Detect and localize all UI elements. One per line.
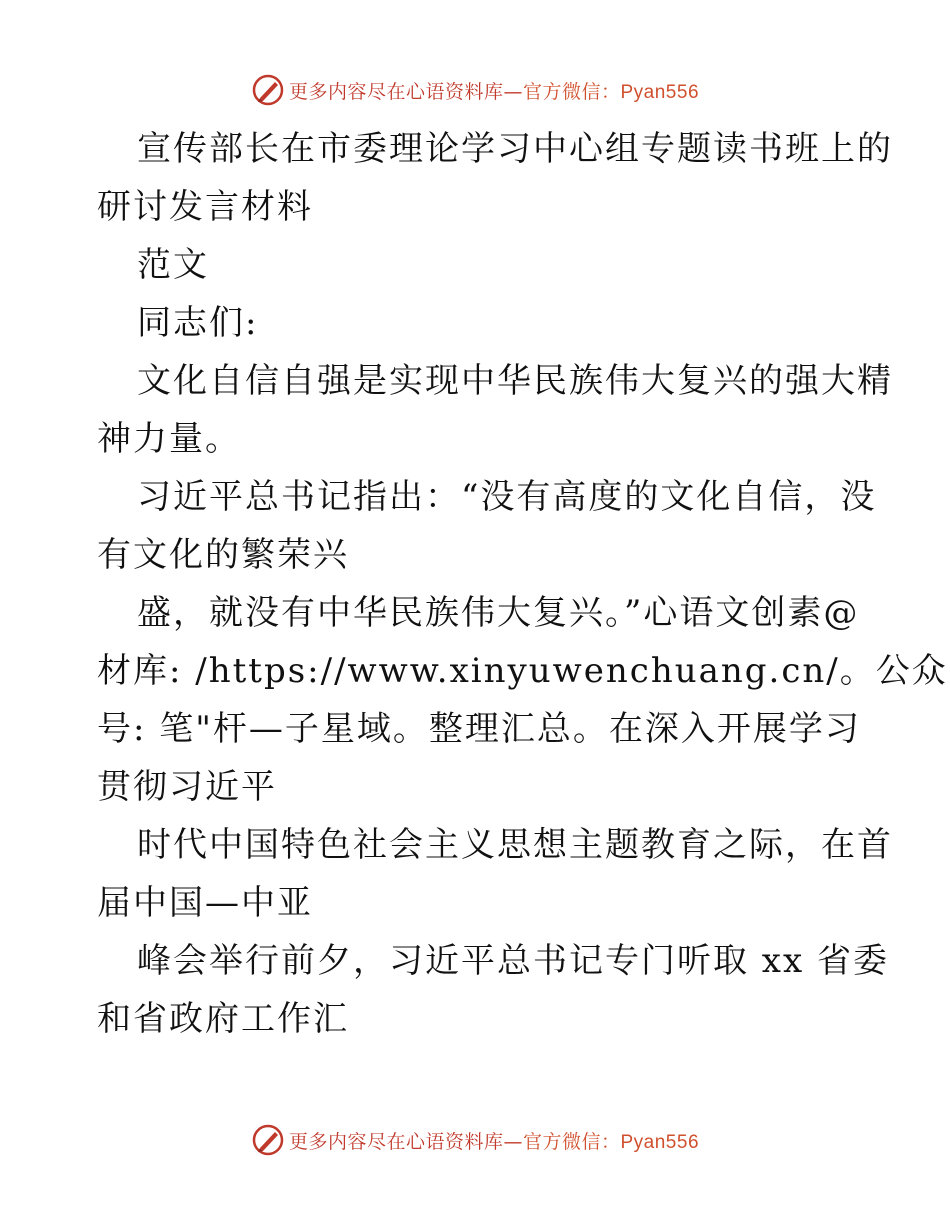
banner-dash: — xyxy=(503,80,523,103)
paragraph-line: 有文化的繁荣兴 xyxy=(97,535,349,575)
banner-wechat-label: 官方微信： xyxy=(522,1130,621,1153)
paragraph-line: 文化自信自强是实现中华民族伟大复兴的强大精 xyxy=(137,361,893,401)
banner-text xyxy=(289,77,699,104)
header-banner xyxy=(0,70,950,110)
banner-main-text: 更多内容尽在心语资料库 xyxy=(288,80,504,103)
title-line-2: 研讨发言材料 xyxy=(97,187,313,227)
banner-text xyxy=(289,1127,699,1154)
pen-logo-icon xyxy=(251,73,285,107)
banner-main-text: 更多内容尽在心语资料库 xyxy=(288,1130,504,1153)
paragraph-line: 峰会举行前夕，习近平总书记专门听取 xx 省委 xyxy=(137,941,889,981)
paragraph-line: 贯彻习近平 xyxy=(97,767,277,807)
pen-logo-icon xyxy=(251,1123,285,1157)
banner-account: Pyan556 xyxy=(620,1131,700,1153)
paragraph-line: 习近平总书记指出：“没有高度的文化自信，没 xyxy=(137,477,877,517)
banner-dash: — xyxy=(503,1130,523,1153)
title-line-1: 宣传部长在市委理论学习中心组专题读书班上的 xyxy=(137,129,893,169)
paragraph-line: 和省政府工作汇 xyxy=(97,999,349,1039)
footer-banner xyxy=(0,1120,950,1160)
paragraph-line: 届中国—中亚 xyxy=(97,883,313,923)
document-body xyxy=(97,120,948,1048)
paragraph-line-url: 材库: /https://www.xinyuwenchuang.cn/。公众 xyxy=(97,651,948,691)
paragraph-line: 盛，就没有中华民族伟大复兴。”心语文创素@ xyxy=(137,593,860,633)
salutation-line: 同志们: xyxy=(137,303,259,343)
banner-account: Pyan556 xyxy=(620,81,700,103)
paragraph-line: 时代中国特色社会主义思想主题教育之际，在首 xyxy=(137,825,893,865)
banner-wechat-label: 官方微信： xyxy=(522,80,621,103)
paragraph-line: 号: 笔"杆—子星域。整理汇总。在深入开展学习 xyxy=(97,709,861,749)
paragraph-line: 神力量。 xyxy=(97,419,241,459)
subtitle-line: 范文 xyxy=(137,245,209,285)
